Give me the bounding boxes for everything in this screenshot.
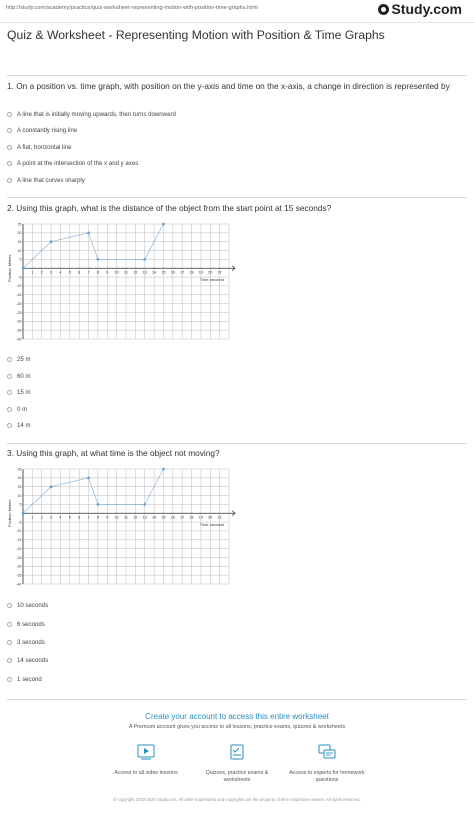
position-time-graph bbox=[7, 463, 247, 591]
radio-icon[interactable] bbox=[7, 145, 12, 150]
x-tick-label: 8 bbox=[96, 515, 99, 520]
feature-quizzes bbox=[192, 744, 282, 784]
answer-option[interactable]: 0 m bbox=[7, 405, 27, 414]
y-tick-label: 10 bbox=[17, 248, 22, 253]
y-tick-label: -30 bbox=[16, 319, 22, 324]
page-url[interactable]: http://study.com/academy/practice/quiz-worksheet-representing-motion-with-position-time-graphs.html bbox=[6, 5, 258, 11]
x-tick-label: 18 bbox=[189, 270, 194, 275]
question-2: 2. Using this graph, what is the distance of the object from the start point at 15 seconds? bbox=[7, 203, 332, 213]
radio-icon[interactable] bbox=[7, 407, 12, 412]
x-tick-label: 9 bbox=[106, 270, 109, 275]
x-tick-label: 3 bbox=[50, 270, 53, 275]
x-tick-label: 14 bbox=[151, 270, 157, 275]
x-tick-label: 17 bbox=[180, 270, 185, 275]
x-tick-label: 15 bbox=[161, 270, 166, 275]
x-tick-label: 16 bbox=[170, 515, 175, 520]
data-point bbox=[162, 223, 165, 226]
radio-icon[interactable] bbox=[7, 423, 12, 428]
x-tick-label: 2 bbox=[40, 270, 43, 275]
x-tick-label: 6 bbox=[78, 515, 81, 520]
series-line bbox=[23, 469, 163, 513]
answer-option[interactable]: A flat, horizontal line bbox=[7, 143, 72, 152]
x-tick-label: 19 bbox=[198, 515, 204, 520]
x-tick-label: 5 bbox=[68, 270, 71, 275]
data-point bbox=[162, 468, 165, 471]
y-tick-label: -30 bbox=[16, 564, 22, 569]
divider bbox=[7, 75, 467, 76]
y-tick-label: 20 bbox=[17, 476, 22, 481]
answer-option[interactable]: 14 seconds bbox=[7, 656, 48, 665]
x-tick-label: 12 bbox=[133, 270, 138, 275]
radio-icon[interactable] bbox=[7, 658, 12, 663]
answer-option[interactable]: 14 m bbox=[7, 421, 31, 430]
feature-label: Quizzes, practice exams & worksheets bbox=[205, 770, 269, 783]
top-bar bbox=[0, 0, 474, 23]
data-point bbox=[22, 512, 25, 515]
data-point bbox=[97, 258, 100, 261]
y-tick-label: 25 bbox=[17, 222, 22, 227]
x-tick-label: 21 bbox=[217, 515, 222, 520]
y-tick-label: -25 bbox=[16, 555, 22, 560]
question-1: 1. On a position vs. time graph, with position on the y-axis and time on the x-axis, a change in direction is represented by bbox=[7, 81, 450, 91]
y-tick-label: -20 bbox=[16, 301, 22, 306]
y-tick-label: -40 bbox=[16, 337, 22, 342]
y-tick-label: -35 bbox=[16, 328, 22, 333]
feature-label: Access to experts for homework questions bbox=[289, 770, 365, 783]
quiz-icon bbox=[228, 744, 246, 760]
y-tick-label: -15 bbox=[16, 538, 22, 543]
question-3: 3. Using this graph, at what time is the object not moving? bbox=[7, 448, 220, 458]
x-tick-label: 12 bbox=[133, 515, 138, 520]
feature-experts bbox=[282, 744, 372, 784]
x-tick-label: 4 bbox=[59, 270, 62, 275]
radio-icon[interactable] bbox=[7, 161, 12, 166]
create-account-link[interactable]: Create your account to access this entire worksheet bbox=[145, 712, 329, 721]
answer-option[interactable]: 25 m bbox=[7, 355, 31, 364]
radio-icon[interactable] bbox=[7, 603, 12, 608]
data-point bbox=[50, 240, 53, 243]
divider bbox=[7, 699, 467, 700]
x-tick-label: 20 bbox=[208, 515, 213, 520]
data-point bbox=[87, 477, 90, 480]
x-tick-label: 11 bbox=[124, 270, 128, 275]
y-tick-label: -35 bbox=[16, 573, 22, 578]
y-tick-label: -10 bbox=[16, 284, 22, 289]
answer-option[interactable]: 3 seconds bbox=[7, 638, 45, 647]
x-tick-label: 16 bbox=[170, 270, 175, 275]
position-time-graph bbox=[7, 218, 247, 346]
page-title: Quiz & Worksheet - Representing Motion with Position & Time Graphs bbox=[7, 28, 385, 42]
x-tick-label: 19 bbox=[198, 270, 204, 275]
y-axis-label: Position: Meters bbox=[8, 254, 12, 282]
radio-icon[interactable] bbox=[7, 374, 12, 379]
data-point bbox=[50, 485, 53, 488]
video-lesson-icon bbox=[137, 744, 155, 760]
radio-icon[interactable] bbox=[7, 178, 12, 183]
y-tick-label: -10 bbox=[16, 529, 22, 534]
divider bbox=[7, 197, 467, 198]
data-point bbox=[22, 267, 25, 270]
x-axis-label: Time: seconds bbox=[199, 523, 225, 528]
study-logo-icon bbox=[378, 4, 389, 15]
x-tick-label: 1 bbox=[31, 515, 34, 520]
radio-icon[interactable] bbox=[7, 640, 12, 645]
feature-label: Access to all video lessons bbox=[114, 770, 178, 776]
y-tick-label: -5 bbox=[18, 520, 22, 525]
x-tick-label: 8 bbox=[96, 270, 99, 275]
x-tick-label: 6 bbox=[78, 270, 81, 275]
answer-option[interactable]: A line that is initially moving upwards, then turns downward bbox=[7, 110, 176, 119]
radio-icon[interactable] bbox=[7, 112, 12, 117]
expert-chat-icon bbox=[318, 744, 336, 760]
x-tick-label: 11 bbox=[124, 515, 128, 520]
x-tick-label: 13 bbox=[142, 515, 147, 520]
x-tick-label: 14 bbox=[151, 515, 157, 520]
x-tick-label: 21 bbox=[217, 270, 222, 275]
y-tick-label: -5 bbox=[18, 275, 22, 280]
y-tick-label: 5 bbox=[19, 502, 22, 507]
x-tick-label: 4 bbox=[59, 515, 62, 520]
y-tick-label: 15 bbox=[17, 484, 22, 489]
x-tick-label: 3 bbox=[50, 515, 53, 520]
cta-subtitle: A Premium account gives you access to all lessons, practice exams, quizzes & worksheets bbox=[128, 724, 346, 730]
x-tick-label: 10 bbox=[114, 270, 119, 275]
x-tick-label: 9 bbox=[106, 515, 109, 520]
data-point bbox=[143, 503, 146, 506]
x-tick-label: 20 bbox=[208, 270, 213, 275]
x-tick-label: 5 bbox=[68, 515, 71, 520]
x-tick-label: 15 bbox=[161, 515, 166, 520]
feature-video-lessons bbox=[101, 744, 191, 777]
y-tick-label: 5 bbox=[19, 257, 22, 262]
data-point bbox=[97, 503, 100, 506]
series-line bbox=[23, 224, 163, 268]
radio-icon[interactable] bbox=[7, 622, 12, 627]
y-tick-label: -15 bbox=[16, 293, 22, 298]
x-axis-label: Time: seconds bbox=[199, 278, 225, 283]
x-tick-label: 18 bbox=[189, 515, 194, 520]
x-tick-label: 7 bbox=[87, 270, 90, 275]
divider bbox=[7, 443, 467, 444]
y-axis-label: Position: Meters bbox=[8, 499, 12, 527]
answer-option[interactable]: 6 seconds bbox=[7, 620, 45, 629]
x-tick-label: 2 bbox=[40, 515, 43, 520]
answer-option[interactable]: 1 second bbox=[7, 675, 42, 684]
x-tick-label: 7 bbox=[87, 515, 90, 520]
x-tick-label: 17 bbox=[180, 515, 185, 520]
answer-option[interactable]: A constantly rising line bbox=[7, 126, 77, 135]
y-tick-label: 15 bbox=[17, 239, 22, 244]
radio-icon[interactable] bbox=[7, 128, 12, 133]
data-point bbox=[87, 232, 90, 235]
radio-icon[interactable] bbox=[7, 390, 12, 395]
radio-icon[interactable] bbox=[7, 357, 12, 362]
y-tick-label: 10 bbox=[17, 493, 22, 498]
answer-option[interactable]: 60 m bbox=[7, 372, 31, 381]
y-tick-label: 20 bbox=[17, 231, 22, 236]
answer-option[interactable]: 10 seconds bbox=[7, 601, 48, 610]
y-tick-label: -25 bbox=[16, 310, 22, 315]
answer-option[interactable]: A point at the intersection of the x and y axes bbox=[7, 159, 138, 168]
answer-option[interactable]: 15 m bbox=[7, 388, 31, 397]
radio-icon[interactable] bbox=[7, 677, 12, 682]
x-tick-label: 13 bbox=[142, 270, 147, 275]
copyright-footer: © copyright 2003-2020 Study.com. All other trademarks and copyrights are the property of their respective owners. All rights reserved. bbox=[113, 797, 361, 802]
study-logo[interactable]: Study.com bbox=[378, 1, 462, 17]
y-tick-label: -20 bbox=[16, 546, 22, 551]
answer-option[interactable]: A line that curves sharply bbox=[7, 176, 85, 185]
y-tick-label: -40 bbox=[16, 582, 22, 587]
x-tick-label: 10 bbox=[114, 515, 119, 520]
y-tick-label: 25 bbox=[17, 467, 22, 472]
data-point bbox=[143, 258, 146, 261]
x-tick-label: 1 bbox=[31, 270, 34, 275]
